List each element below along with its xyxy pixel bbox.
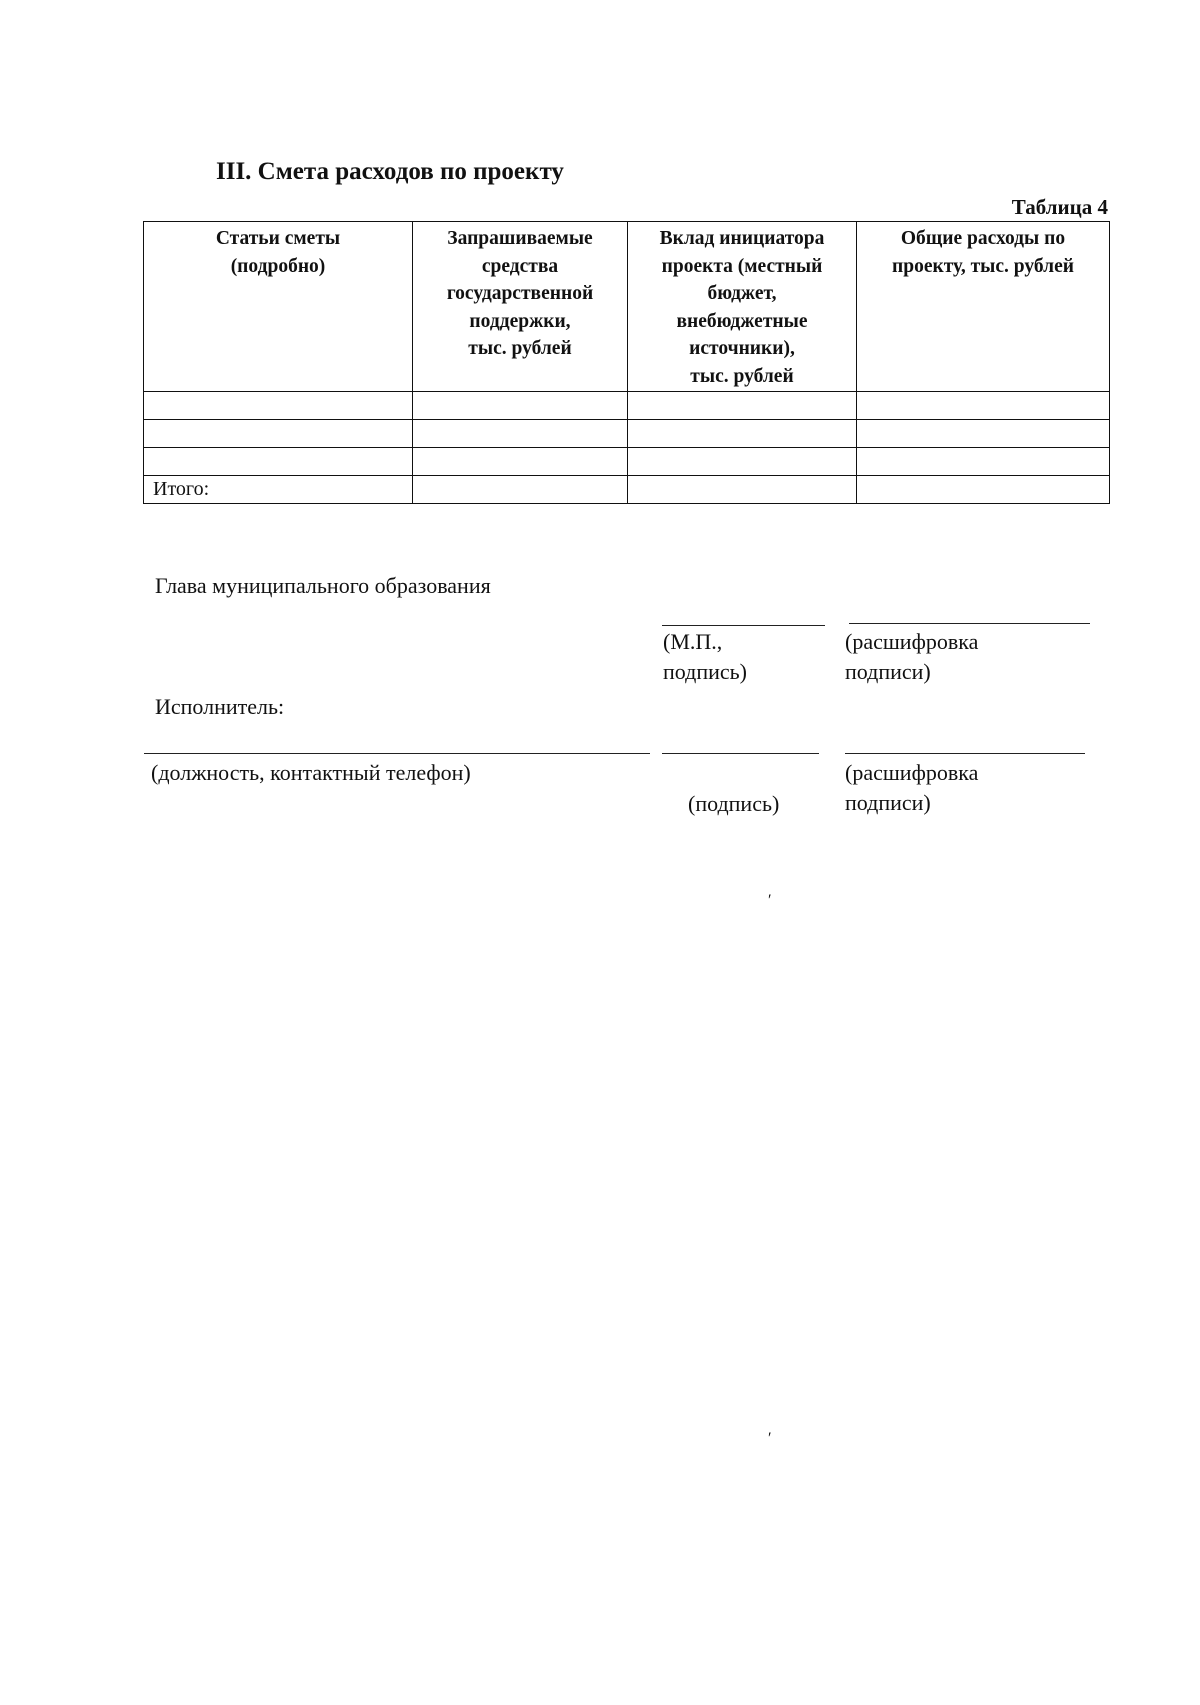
- head-signature-line[interactable]: [662, 625, 825, 626]
- head-of-municipality-label: Глава муниципального образования: [155, 573, 491, 598]
- table-cell[interactable]: [144, 420, 413, 448]
- header-cell-estimate-items: Статьи сметы (подробно): [144, 222, 413, 392]
- executor-signature-line[interactable]: [662, 753, 819, 754]
- table-cell[interactable]: [413, 420, 628, 448]
- header-cell-requested-funds: Запрашиваемые средства государственной поддержки, тыс. рублей: [413, 222, 628, 392]
- total-cell[interactable]: [413, 476, 628, 504]
- table-cell[interactable]: [628, 392, 857, 420]
- table-cell[interactable]: [628, 448, 857, 476]
- table-cell[interactable]: [144, 392, 413, 420]
- table-number-label: Таблица 4: [1011, 195, 1108, 219]
- scan-mark: ′: [768, 1430, 772, 1447]
- header-cell-total-expenses: Общие расходы по проекту, тыс. рублей: [857, 222, 1110, 392]
- table-row: [144, 420, 1110, 448]
- table-row: [144, 392, 1110, 420]
- total-cell[interactable]: [857, 476, 1110, 504]
- estimate-table: [143, 221, 1110, 504]
- position-phone-caption: (должность, контактный телефон): [151, 760, 471, 785]
- section-title: III. Смета расходов по проекту: [216, 158, 564, 185]
- total-cell[interactable]: [628, 476, 857, 504]
- signature-caption: (подпись): [688, 791, 780, 816]
- table-cell[interactable]: [857, 420, 1110, 448]
- table-header-row: [144, 222, 1110, 392]
- executor-decryption-caption: (расшифровка подписи): [845, 760, 979, 815]
- table-cell[interactable]: [144, 448, 413, 476]
- table-cell[interactable]: [413, 392, 628, 420]
- head-decryption-line[interactable]: [849, 623, 1090, 624]
- executor-label: Исполнитель:: [155, 694, 285, 719]
- position-phone-line[interactable]: [144, 753, 650, 754]
- table-cell[interactable]: [857, 448, 1110, 476]
- scan-mark: ′: [768, 892, 772, 909]
- total-label: Итого:: [144, 476, 413, 504]
- table-cell[interactable]: [628, 420, 857, 448]
- table-cell[interactable]: [413, 448, 628, 476]
- table-row: [144, 448, 1110, 476]
- table-total-row: [144, 476, 1110, 504]
- head-decryption-caption: (расшифровка подписи): [845, 629, 979, 684]
- mp-signature-caption: (М.П., подпись): [663, 629, 748, 684]
- table-cell[interactable]: [857, 392, 1110, 420]
- executor-decryption-line[interactable]: [845, 753, 1085, 754]
- header-cell-initiator-contribution: Вклад инициатора проекта (местный бюджет, внебюджетные источники), тыс. рублей: [628, 222, 857, 392]
